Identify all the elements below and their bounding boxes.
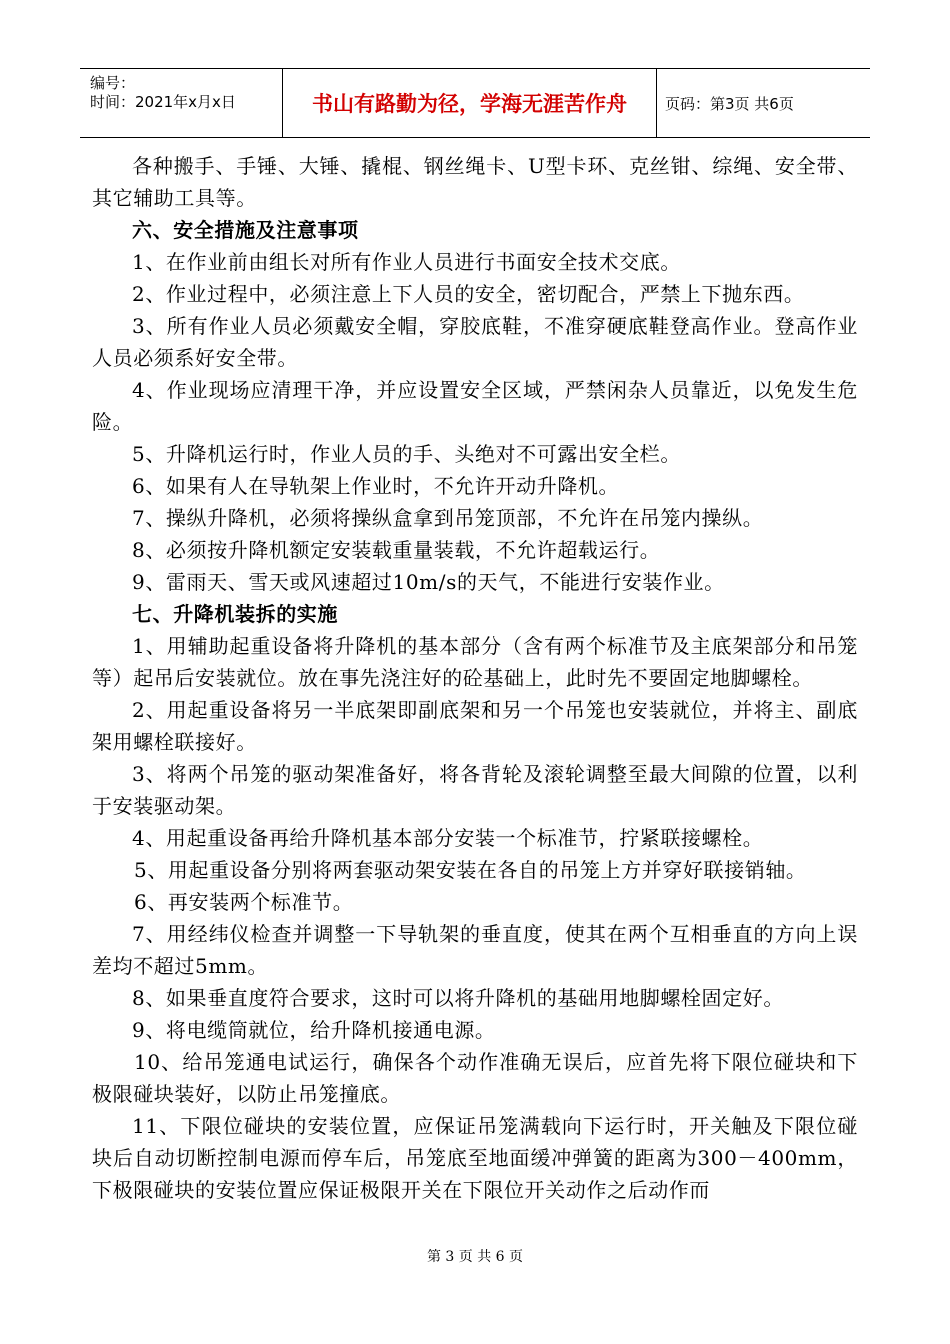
paragraph-safety-9: 9、雷雨天、雪天或风速超过10m/s的天气，不能进行安装作业。 — [132, 570, 725, 594]
paragraph-install-11: 11、下限位碰块的安装位置，应保证吊笼满载向下运行时，开关触及下限位碰块后自动切断控制电源而停车后，吊笼底至地面缓冲弹簧的距离为300－400mm，下极限碰块的安装位置应保证极限开关在下限位开关动作之后动作而 — [92, 1114, 858, 1202]
paragraph-safety-4: 4、作业现场应清理干净，并应设置安全区域，严禁闲杂人员靠近，以免发生危险。 — [92, 378, 858, 434]
paragraph-install-2: 2、用起重设备将另一半底架即副底架和另一个吊笼也安装就位，并将主、副底架用螺栓联接好。 — [92, 698, 858, 754]
paragraph-safety-8: 8、必须按升降机额定安装载重量装载，不允许超载运行。 — [132, 538, 661, 562]
paragraph-install-5: 5、用起重设备分别将两套驱动架安装在各自的吊笼上方并穿好联接销轴。 — [134, 858, 807, 882]
paragraph-install-3: 3、将两个吊笼的驱动架准备好，将各背轮及滚轮调整至最大间隙的位置，以利于安装驱动架。 — [92, 762, 858, 818]
paragraph-install-6: 6、再安装两个标准节。 — [134, 890, 354, 914]
header-motto: 书山有路勤为径，学海无涯苦作舟 — [312, 92, 627, 116]
paragraph-safety-7: 7、操纵升降机，必须将操纵盒拿到吊笼顶部，不允许在吊笼内操纵。 — [132, 506, 764, 530]
header-motto-cell — [283, 69, 657, 137]
page-footer: 第 3 页 共 6 页 — [426, 1249, 524, 1265]
paragraph-safety-6: 6、如果有人在导轨架上作业时，不允许开动升降机。 — [132, 474, 620, 498]
paragraph-safety-3: 3、所有作业人员必须戴安全帽，穿胶底鞋，不准穿硬底鞋登高作业。登高作业人员必须系好安全带。 — [92, 314, 858, 370]
paragraph-safety-1: 1、在作业前由组长对所有作业人员进行书面安全技术交底。 — [132, 250, 681, 274]
header-meta-cell — [80, 69, 283, 137]
paragraph-install-1: 1、用辅助起重设备将升降机的基本部分（含有两个标准节及主底架部分和吊笼等）起吊后安装就位。放在事先浇注好的砼基础上，此时先不要固定地脚螺栓。 — [92, 634, 858, 690]
paragraph-safety-2: 2、作业过程中，必须注意上下人员的安全，密切配合，严禁上下抛东西。 — [132, 282, 805, 306]
document-body — [92, 150, 858, 1206]
paragraph-install-10: 10、给吊笼通电试运行，确保各个动作准确无误后，应首先将下限位碰块和下极限碰块装好，以防止吊笼撞底。 — [92, 1050, 858, 1106]
section-heading-safety: 六、安全措施及注意事项 — [132, 218, 359, 242]
document-time-label: 时间：2021年x月x日 — [90, 93, 236, 111]
paragraph-install-7: 7、用经纬仪检查并调整一下导轨架的垂直度，使其在两个互相垂直的方向上误差均不超过5mm。 — [92, 922, 858, 978]
document-number-label: 编号： — [90, 74, 136, 92]
paragraph-install-4: 4、用起重设备再给升降机基本部分安装一个标准节，拧紧联接螺栓。 — [132, 826, 764, 850]
document-header — [80, 68, 870, 138]
header-page-info: 页码：第3页 共6页 — [665, 94, 794, 113]
paragraph-tools-list: 各种搬手、手锤、大锤、撬棍、钢丝绳卡、U型卡环、克丝钳、综绳、安全带、其它辅助工具等。 — [92, 154, 858, 210]
paragraph-install-9: 9、将电缆筒就位，给升降机接通电源。 — [132, 1018, 496, 1042]
section-heading-installation: 七、升降机装拆的实施 — [132, 602, 338, 626]
paragraph-safety-5: 5、升降机运行时，作业人员的手、头绝对不可露出安全栏。 — [132, 442, 681, 466]
paragraph-install-8: 8、如果垂直度符合要求，这时可以将升降机的基础用地脚螺栓固定好。 — [132, 986, 784, 1010]
header-page-cell — [657, 69, 870, 137]
